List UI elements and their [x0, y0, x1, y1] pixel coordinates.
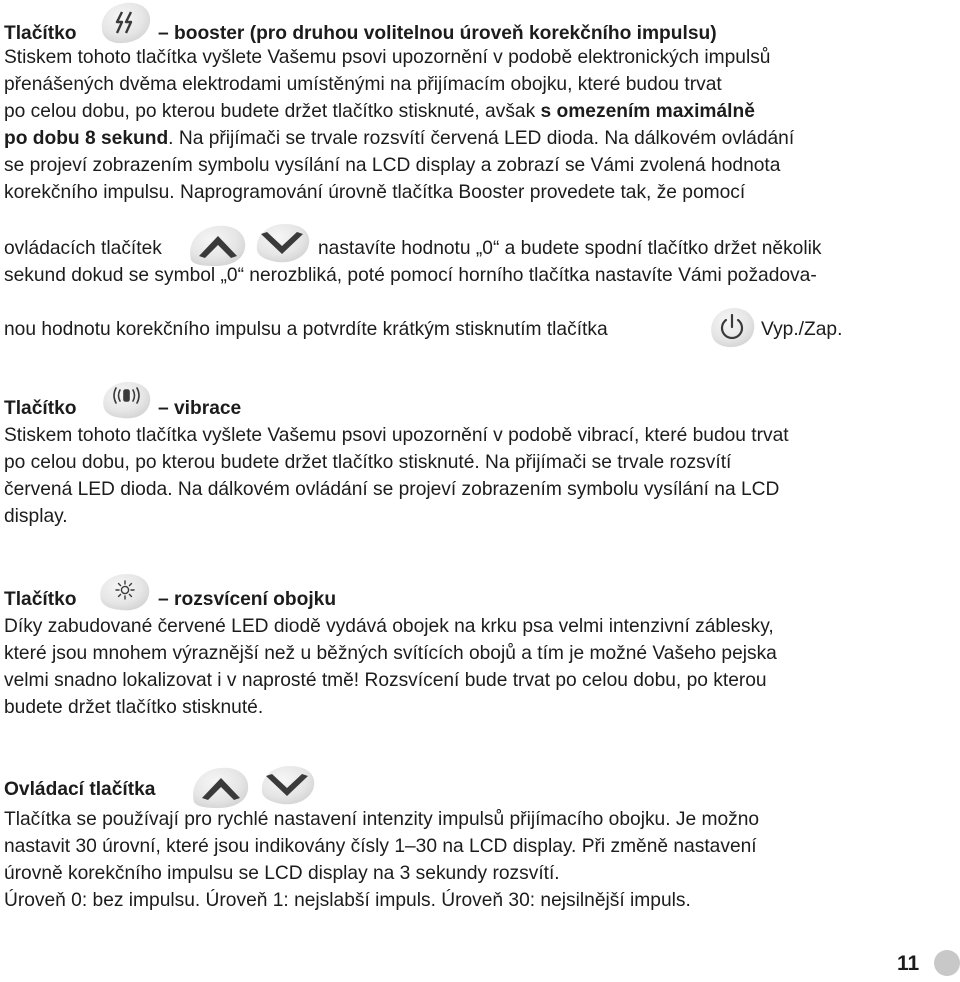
- ovladaci-heading: Ovládací tlačítka: [4, 779, 156, 800]
- booster-text-line: korekčního impulsu. Naprogramování úrovně tlačítka Booster provedete tak, že pomocí: [4, 182, 746, 203]
- ovladaci-text-line: úrovně korekčního impulsu se LCD display na 3 sekundy rozsvítí.: [4, 863, 560, 884]
- booster-heading: – booster (pro druhou volitelnou úroveň korekčního impulsu): [158, 23, 717, 44]
- rozsviceni-button-icon: [97, 570, 153, 614]
- down-button-icon: [258, 762, 318, 808]
- rozsviceni-text-line: které jsou mnohem výraznější než u běžných svítících obojů a tím je možné Vašeho pejska: [4, 643, 777, 664]
- vibrace-text-line: po celou dobu, po kterou budete držet tlačítko stisknuté. Na přijímači se trvale rozsvítí: [4, 452, 732, 473]
- up-button-icon: [187, 222, 249, 268]
- vibrace-button-icon: [100, 378, 154, 422]
- up-button-icon: [190, 764, 252, 810]
- booster-text: po celou dobu, po kterou budete držet tlačítko stisknuté, avšak: [4, 101, 541, 122]
- rozsviceni-text-line: Díky zabudované červené LED diodě vydává obojek na krku psa velmi intenzivní záblesky,: [4, 616, 774, 637]
- page-number: 11: [897, 952, 920, 975]
- booster-button-icon: [97, 0, 153, 46]
- booster-text-line: přenášených dvěma elektrodami umístěnými na přijímacím obojku, které budou trvat: [4, 74, 722, 95]
- vibrace-text-line: červená LED dioda. Na dálkovém ovládání se projeví zobrazením symbolu vysílání na LCD: [4, 479, 780, 500]
- booster-text-line: nastavíte hodnotu „0“ a budete spodní tlačítko držet několik: [318, 238, 822, 259]
- ovladaci-text-line: Úroveň 0: bez impulsu. Úroveň 1: nejslabší impuls. Úroveň 30: nejsilnější impuls.: [4, 890, 691, 911]
- booster-text-line: Vyp./Zap.: [761, 319, 843, 340]
- page-marker: [934, 950, 960, 976]
- vibrace-text-line: Stiskem tohoto tlačítka vyšlete Vašemu psovi upozornění v podobě vibrací, které budou trvat: [4, 425, 789, 446]
- booster-text-line: sekund dokud se symbol „0“ nerozbliká, poté pomocí horního tlačítka nastavíte Vámi požadova-: [4, 265, 817, 286]
- rozsviceni-heading: – rozsvícení obojku: [158, 589, 337, 610]
- booster-text-line: nou hodnotu korekčního impulsu a potvrdíte krátkým stisknutím tlačítka: [4, 319, 608, 340]
- down-button-icon: [253, 220, 313, 266]
- vibrace-heading: – vibrace: [158, 398, 242, 419]
- booster-text-line: se projeví zobrazením symbolu vysílání na LCD display a zobrazí se Vámi zvolená hodnota: [4, 155, 781, 176]
- booster-heading-row: [4, 22, 77, 46]
- booster-emphasis: s omezením maximálně: [540, 101, 755, 122]
- rozsviceni-label: Tlačítko: [4, 589, 77, 610]
- booster-text-line: Stiskem tohoto tlačítka vyšlete Vašemu psovi upozornění v podobě elektronických impulsů: [4, 47, 771, 68]
- booster-emphasis: po dobu 8 sekund: [4, 128, 169, 149]
- ovladaci-text-line: nastavit 30 úrovní, které jsou indikovány čísly 1–30 na LCD display. Při změně nastavení: [4, 836, 757, 857]
- ovladaci-text-line: Tlačítka se používají pro rychlé nastavení intenzity impulsů přijímacího obojku. Je možno: [4, 809, 760, 830]
- booster-text-line: [4, 100, 755, 124]
- rozsviceni-text-line: velmi snadno lokalizovat i v naprosté tmě! Rozsvícení bude trvat po celou dobu, po kterou: [4, 670, 767, 691]
- vibrace-label: Tlačítko: [4, 398, 77, 419]
- vibrace-text-line: display.: [4, 506, 68, 527]
- power-button-icon: [708, 304, 756, 350]
- booster-text-line: ovládacích tlačítek: [4, 238, 162, 259]
- booster-text-line: [4, 127, 794, 151]
- booster-text: . Na přijímači se trvale rozsvítí červená LED dioda. Na dálkovém ovládání: [168, 128, 795, 149]
- booster-label: Tlačítko: [4, 23, 77, 44]
- rozsviceni-text-line: budete držet tlačítko stisknuté.: [4, 697, 264, 718]
